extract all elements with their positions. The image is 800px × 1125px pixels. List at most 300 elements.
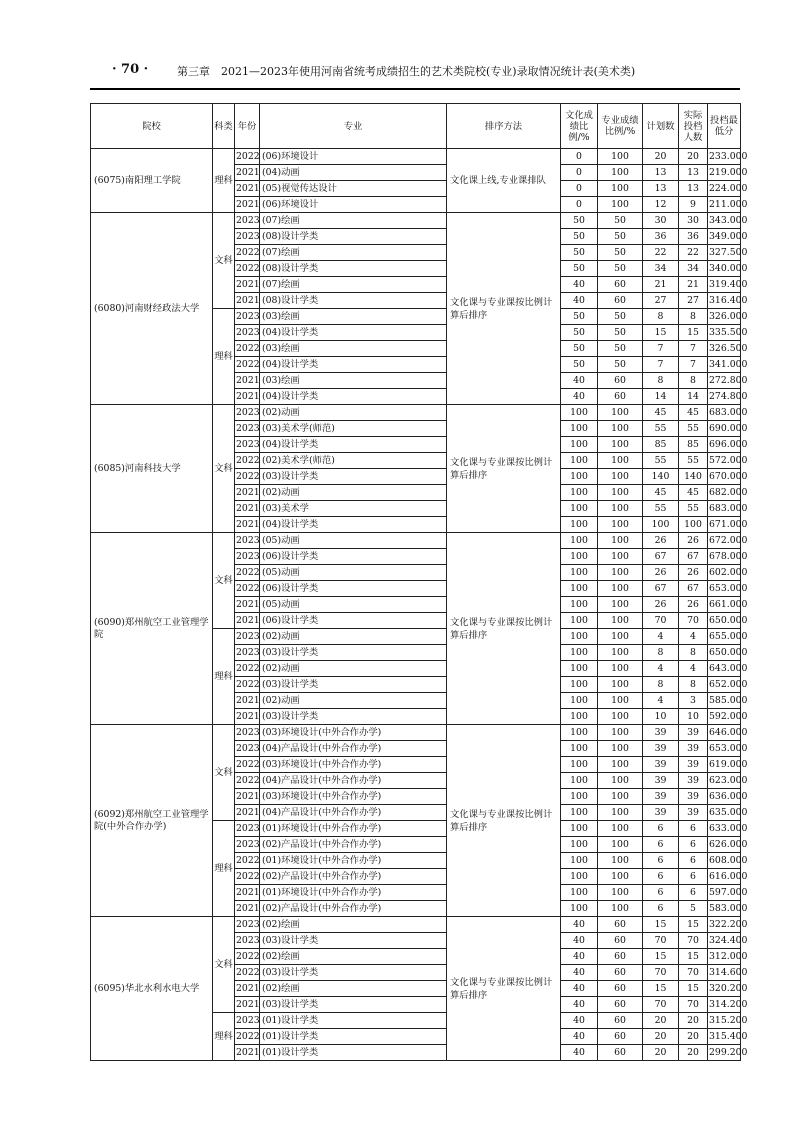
culture-ratio-cell: 100 (561, 885, 598, 901)
min-score-cell: 671.000 (708, 517, 741, 533)
min-score-cell: 299.200 (708, 1045, 741, 1061)
min-score-cell: 224.000 (708, 181, 741, 197)
major-cell: (02)动画 (260, 405, 447, 421)
major-cell: (03)设计学类 (260, 469, 447, 485)
admitted-cell: 85 (679, 437, 708, 453)
prof-ratio-cell: 100 (598, 453, 643, 469)
plan-cell: 6 (643, 821, 679, 837)
min-score-cell: 650.000 (708, 613, 741, 629)
admitted-cell: 45 (679, 405, 708, 421)
admitted-cell: 39 (679, 789, 708, 805)
admitted-cell: 70 (679, 997, 708, 1013)
culture-ratio-cell: 100 (561, 869, 598, 885)
admitted-cell: 15 (679, 917, 708, 933)
admitted-cell: 9 (679, 197, 708, 213)
school-cell: (6075)南阳理工学院 (91, 149, 213, 213)
admitted-cell: 20 (679, 149, 708, 165)
prof-ratio-cell: 100 (598, 501, 643, 517)
min-score-cell: 602.000 (708, 565, 741, 581)
year-cell: 2022 (235, 261, 260, 277)
major-cell: (05)动画 (260, 597, 447, 613)
prof-ratio-cell: 100 (598, 197, 643, 213)
year-cell: 2022 (235, 469, 260, 485)
min-score-cell: 320.200 (708, 981, 741, 997)
school-cell: (6095)华北水利水电大学 (91, 917, 213, 1061)
major-cell: (01)环境设计(中外合作办学) (260, 821, 447, 837)
min-score-cell: 635.000 (708, 805, 741, 821)
plan-cell: 39 (643, 805, 679, 821)
plan-cell: 6 (643, 837, 679, 853)
major-cell: (02)动画 (260, 693, 447, 709)
page-header (112, 62, 752, 80)
culture-ratio-cell: 0 (561, 149, 598, 165)
culture-ratio-cell: 100 (561, 405, 598, 421)
culture-ratio-cell: 100 (561, 757, 598, 773)
prof-ratio-cell: 60 (598, 293, 643, 309)
plan-cell: 6 (643, 885, 679, 901)
plan-cell: 21 (643, 277, 679, 293)
culture-ratio-cell: 40 (561, 949, 598, 965)
culture-ratio-cell: 100 (561, 773, 598, 789)
culture-ratio-cell: 100 (561, 677, 598, 693)
method-cell: 文化课与专业课按比例计算后排序 (447, 533, 561, 725)
min-score-cell: 316.400 (708, 293, 741, 309)
subject-type-cell: 文科 (213, 917, 235, 1013)
plan-cell: 10 (643, 709, 679, 725)
method-cell: 文化课与专业课按比例计算后排序 (447, 213, 561, 405)
year-cell: 2023 (235, 229, 260, 245)
year-cell: 2021 (235, 485, 260, 501)
plan-cell: 39 (643, 757, 679, 773)
major-cell: (02)绘画 (260, 949, 447, 965)
method-cell: 文化课与专业课按比例计算后排序 (447, 405, 561, 533)
year-cell: 2023 (235, 1013, 260, 1029)
admitted-cell: 27 (679, 293, 708, 309)
plan-cell: 55 (643, 421, 679, 437)
major-cell: (02)美术学(师范) (260, 453, 447, 469)
min-score-cell: 683.000 (708, 501, 741, 517)
major-cell: (04)产品设计(中外合作办学) (260, 773, 447, 789)
major-cell: (03)绘画 (260, 309, 447, 325)
min-score-cell: 696.000 (708, 437, 741, 453)
subject-type-cell: 理科 (213, 629, 235, 725)
admitted-cell: 39 (679, 725, 708, 741)
col-admitted: 实际投档人数 (679, 104, 708, 149)
min-score-cell: 335.500 (708, 325, 741, 341)
table-row (91, 917, 741, 933)
prof-ratio-cell: 60 (598, 917, 643, 933)
plan-cell: 85 (643, 437, 679, 453)
culture-ratio-cell: 100 (561, 517, 598, 533)
major-cell: (06)设计学类 (260, 549, 447, 565)
plan-cell: 27 (643, 293, 679, 309)
plan-cell: 4 (643, 693, 679, 709)
plan-cell: 39 (643, 741, 679, 757)
prof-ratio-cell: 100 (598, 613, 643, 629)
min-score-cell: 233.000 (708, 149, 741, 165)
major-cell: (05)动画 (260, 565, 447, 581)
table-row (91, 533, 741, 549)
prof-ratio-cell: 100 (598, 421, 643, 437)
culture-ratio-cell: 40 (561, 1045, 598, 1061)
year-cell: 2022 (235, 869, 260, 885)
prof-ratio-cell: 60 (598, 277, 643, 293)
major-cell: (08)设计学类 (260, 293, 447, 309)
min-score-cell: 672.000 (708, 533, 741, 549)
admitted-cell: 55 (679, 501, 708, 517)
table-row (91, 149, 741, 165)
prof-ratio-cell: 50 (598, 213, 643, 229)
prof-ratio-cell: 100 (598, 901, 643, 917)
admitted-cell: 15 (679, 981, 708, 997)
admitted-cell: 8 (679, 309, 708, 325)
year-cell: 2021 (235, 181, 260, 197)
major-cell: (04)设计学类 (260, 325, 447, 341)
admitted-cell: 67 (679, 549, 708, 565)
year-cell: 2023 (235, 933, 260, 949)
min-score-cell: 314.600 (708, 965, 741, 981)
culture-ratio-cell: 40 (561, 965, 598, 981)
plan-cell: 6 (643, 869, 679, 885)
plan-cell: 140 (643, 469, 679, 485)
culture-ratio-cell: 0 (561, 197, 598, 213)
prof-ratio-cell: 60 (598, 949, 643, 965)
min-score-cell: 592.000 (708, 709, 741, 725)
culture-ratio-cell: 40 (561, 917, 598, 933)
year-cell: 2021 (235, 501, 260, 517)
table-header-row (91, 104, 741, 149)
plan-cell: 6 (643, 901, 679, 917)
plan-cell: 70 (643, 613, 679, 629)
year-cell: 2022 (235, 757, 260, 773)
culture-ratio-cell: 40 (561, 981, 598, 997)
year-cell: 2022 (235, 773, 260, 789)
plan-cell: 8 (643, 645, 679, 661)
culture-ratio-cell: 100 (561, 453, 598, 469)
prof-ratio-cell: 100 (598, 805, 643, 821)
plan-cell: 8 (643, 677, 679, 693)
prof-ratio-cell: 100 (598, 757, 643, 773)
min-score-cell: 585.000 (708, 693, 741, 709)
year-cell: 2021 (235, 885, 260, 901)
table-row (91, 405, 741, 421)
culture-ratio-cell: 100 (561, 645, 598, 661)
plan-cell: 12 (643, 197, 679, 213)
school-cell: (6080)河南财经政法大学 (91, 213, 213, 405)
major-cell: (06)环境设计 (260, 149, 447, 165)
plan-cell: 39 (643, 789, 679, 805)
year-cell: 2021 (235, 901, 260, 917)
year-cell: 2021 (235, 517, 260, 533)
min-score-cell: 623.000 (708, 773, 741, 789)
admitted-cell: 45 (679, 485, 708, 501)
year-cell: 2023 (235, 437, 260, 453)
min-score-cell: 315.400 (708, 1029, 741, 1045)
year-cell: 2023 (235, 421, 260, 437)
admitted-cell: 55 (679, 421, 708, 437)
major-cell: (03)设计学类 (260, 709, 447, 725)
prof-ratio-cell: 100 (598, 597, 643, 613)
min-score-cell: 314.200 (708, 997, 741, 1013)
min-score-cell: 670.000 (708, 469, 741, 485)
school-cell: (6090)郑州航空工业管理学院 (91, 533, 213, 725)
min-score-cell: 572.000 (708, 453, 741, 469)
plan-cell: 20 (643, 149, 679, 165)
culture-ratio-cell: 100 (561, 901, 598, 917)
major-cell: (04)产品设计(中外合作办学) (260, 741, 447, 757)
min-score-cell: 322.200 (708, 917, 741, 933)
year-cell: 2023 (235, 917, 260, 933)
prof-ratio-cell: 100 (598, 565, 643, 581)
prof-ratio-cell: 50 (598, 357, 643, 373)
min-score-cell: 678.000 (708, 549, 741, 565)
prof-ratio-cell: 100 (598, 165, 643, 181)
school-cell: (6092)郑州航空工业管理学院(中外合作办学) (91, 725, 213, 917)
col-school: 院校 (91, 104, 213, 149)
culture-ratio-cell: 50 (561, 341, 598, 357)
major-cell: (07)绘画 (260, 277, 447, 293)
method-cell: 文化课上线,专业课排队 (447, 149, 561, 213)
culture-ratio-cell: 100 (561, 533, 598, 549)
year-cell: 2021 (235, 165, 260, 181)
major-cell: (04)设计学类 (260, 517, 447, 533)
year-cell: 2021 (235, 981, 260, 997)
major-cell: (03)设计学类 (260, 997, 447, 1013)
plan-cell: 45 (643, 405, 679, 421)
prof-ratio-cell: 60 (598, 1013, 643, 1029)
plan-cell: 14 (643, 389, 679, 405)
prof-ratio-cell: 50 (598, 245, 643, 261)
prof-ratio-cell: 100 (598, 837, 643, 853)
prof-ratio-cell: 100 (598, 853, 643, 869)
prof-ratio-cell: 100 (598, 437, 643, 453)
method-cell: 文化课与专业课按比例计算后排序 (447, 725, 561, 917)
admitted-cell: 6 (679, 853, 708, 869)
min-score-cell: 690.000 (708, 421, 741, 437)
prof-ratio-cell: 100 (598, 645, 643, 661)
min-score-cell: 650.000 (708, 645, 741, 661)
plan-cell: 4 (643, 661, 679, 677)
major-cell: (06)环境设计 (260, 197, 447, 213)
subject-type-cell: 理科 (213, 821, 235, 917)
culture-ratio-cell: 100 (561, 485, 598, 501)
min-score-cell: 349.000 (708, 229, 741, 245)
col-year: 年份 (235, 104, 260, 149)
year-cell: 2023 (235, 741, 260, 757)
admitted-cell: 8 (679, 677, 708, 693)
admitted-cell: 70 (679, 933, 708, 949)
col-prof-ratio: 专业成绩比例/% (598, 104, 643, 149)
culture-ratio-cell: 40 (561, 1013, 598, 1029)
year-cell: 2022 (235, 245, 260, 261)
plan-cell: 26 (643, 565, 679, 581)
major-cell: (05)视觉传达设计 (260, 181, 447, 197)
prof-ratio-cell: 100 (598, 549, 643, 565)
year-cell: 2023 (235, 309, 260, 325)
major-cell: (04)设计学类 (260, 357, 447, 373)
prof-ratio-cell: 100 (598, 693, 643, 709)
plan-cell: 8 (643, 373, 679, 389)
admitted-cell: 22 (679, 245, 708, 261)
prof-ratio-cell: 100 (598, 485, 643, 501)
year-cell: 2021 (235, 997, 260, 1013)
admitted-cell: 7 (679, 357, 708, 373)
prof-ratio-cell: 100 (598, 709, 643, 725)
major-cell: (03)绘画 (260, 341, 447, 357)
admitted-cell: 14 (679, 389, 708, 405)
col-method: 排序方法 (447, 104, 561, 149)
subject-type-cell: 理科 (213, 309, 235, 405)
admitted-cell: 140 (679, 469, 708, 485)
culture-ratio-cell: 100 (561, 725, 598, 741)
major-cell: (02)产品设计(中外合作办学) (260, 869, 447, 885)
year-cell: 2021 (235, 373, 260, 389)
year-cell: 2021 (235, 693, 260, 709)
major-cell: (04)动画 (260, 165, 447, 181)
plan-cell: 55 (643, 453, 679, 469)
major-cell: (03)环境设计(中外合作办学) (260, 757, 447, 773)
culture-ratio-cell: 100 (561, 565, 598, 581)
admitted-cell: 20 (679, 1029, 708, 1045)
culture-ratio-cell: 40 (561, 373, 598, 389)
prof-ratio-cell: 100 (598, 469, 643, 485)
min-score-cell: 324.400 (708, 933, 741, 949)
prof-ratio-cell: 60 (598, 1029, 643, 1045)
culture-ratio-cell: 100 (561, 821, 598, 837)
major-cell: (04)设计学类 (260, 389, 447, 405)
year-cell: 2023 (235, 725, 260, 741)
year-cell: 2021 (235, 789, 260, 805)
prof-ratio-cell: 100 (598, 629, 643, 645)
admitted-cell: 26 (679, 533, 708, 549)
year-cell: 2021 (235, 597, 260, 613)
major-cell: (01)设计学类 (260, 1045, 447, 1061)
culture-ratio-cell: 100 (561, 437, 598, 453)
culture-ratio-cell: 40 (561, 997, 598, 1013)
culture-ratio-cell: 100 (561, 613, 598, 629)
culture-ratio-cell: 40 (561, 277, 598, 293)
plan-cell: 70 (643, 933, 679, 949)
admitted-cell: 4 (679, 629, 708, 645)
major-cell: (07)绘画 (260, 213, 447, 229)
major-cell: (06)设计学类 (260, 581, 447, 597)
table-row (91, 213, 741, 229)
major-cell: (07)绘画 (260, 245, 447, 261)
min-score-cell: 315.200 (708, 1013, 741, 1029)
prof-ratio-cell: 60 (598, 981, 643, 997)
min-score-cell: 312.000 (708, 949, 741, 965)
major-cell: (02)动画 (260, 661, 447, 677)
culture-ratio-cell: 100 (561, 805, 598, 821)
prof-ratio-cell: 50 (598, 229, 643, 245)
prof-ratio-cell: 100 (598, 581, 643, 597)
year-cell: 2022 (235, 341, 260, 357)
prof-ratio-cell: 100 (598, 869, 643, 885)
admitted-cell: 8 (679, 645, 708, 661)
year-cell: 2023 (235, 549, 260, 565)
year-cell: 2023 (235, 837, 260, 853)
plan-cell: 30 (643, 213, 679, 229)
col-major: 专业 (260, 104, 447, 149)
admitted-cell: 10 (679, 709, 708, 725)
plan-cell: 7 (643, 357, 679, 373)
min-score-cell: 653.000 (708, 741, 741, 757)
min-score-cell: 643.000 (708, 661, 741, 677)
prof-ratio-cell: 50 (598, 325, 643, 341)
major-cell: (02)产品设计(中外合作办学) (260, 901, 447, 917)
prof-ratio-cell: 100 (598, 149, 643, 165)
year-cell: 2022 (235, 357, 260, 373)
plan-cell: 7 (643, 341, 679, 357)
method-cell: 文化课与专业课按比例计算后排序 (447, 917, 561, 1061)
admitted-cell: 20 (679, 1013, 708, 1029)
prof-ratio-cell: 100 (598, 773, 643, 789)
major-cell: (03)设计学类 (260, 645, 447, 661)
prof-ratio-cell: 100 (598, 181, 643, 197)
min-score-cell: 636.000 (708, 789, 741, 805)
major-cell: (01)设计学类 (260, 1013, 447, 1029)
min-score-cell: 616.000 (708, 869, 741, 885)
admitted-cell: 39 (679, 805, 708, 821)
prof-ratio-cell: 100 (598, 885, 643, 901)
plan-cell: 34 (643, 261, 679, 277)
major-cell: (04)设计学类 (260, 437, 447, 453)
admitted-cell: 6 (679, 821, 708, 837)
admitted-cell: 70 (679, 613, 708, 629)
prof-ratio-cell: 50 (598, 341, 643, 357)
major-cell: (04)产品设计(中外合作办学) (260, 805, 447, 821)
min-score-cell: 626.000 (708, 837, 741, 853)
min-score-cell: 341.000 (708, 357, 741, 373)
year-cell: 2023 (235, 533, 260, 549)
year-cell: 2022 (235, 1029, 260, 1045)
culture-ratio-cell: 40 (561, 293, 598, 309)
min-score-cell: 211.000 (708, 197, 741, 213)
admitted-cell: 55 (679, 453, 708, 469)
year-cell: 2021 (235, 805, 260, 821)
min-score-cell: 608.000 (708, 853, 741, 869)
major-cell: (02)动画 (260, 629, 447, 645)
plan-cell: 20 (643, 1045, 679, 1061)
plan-cell: 20 (643, 1029, 679, 1045)
culture-ratio-cell: 100 (561, 853, 598, 869)
min-score-cell: 652.000 (708, 677, 741, 693)
year-cell: 2021 (235, 1045, 260, 1061)
culture-ratio-cell: 100 (561, 741, 598, 757)
plan-cell: 4 (643, 629, 679, 645)
culture-ratio-cell: 50 (561, 309, 598, 325)
year-cell: 2023 (235, 405, 260, 421)
min-score-cell: 340.000 (708, 261, 741, 277)
culture-ratio-cell: 100 (561, 597, 598, 613)
culture-ratio-cell: 100 (561, 789, 598, 805)
min-score-cell: 653.000 (708, 581, 741, 597)
major-cell: (02)绘画 (260, 917, 447, 933)
min-score-cell: 326.500 (708, 341, 741, 357)
admitted-cell: 6 (679, 869, 708, 885)
plan-cell: 13 (643, 181, 679, 197)
major-cell: (03)绘画 (260, 373, 447, 389)
major-cell: (02)绘画 (260, 981, 447, 997)
year-cell: 2023 (235, 629, 260, 645)
admitted-cell: 3 (679, 693, 708, 709)
admitted-cell: 6 (679, 837, 708, 853)
plan-cell: 8 (643, 309, 679, 325)
admitted-cell: 6 (679, 885, 708, 901)
major-cell: (03)美术学 (260, 501, 447, 517)
min-score-cell: 661.000 (708, 597, 741, 613)
year-cell: 2022 (235, 581, 260, 597)
